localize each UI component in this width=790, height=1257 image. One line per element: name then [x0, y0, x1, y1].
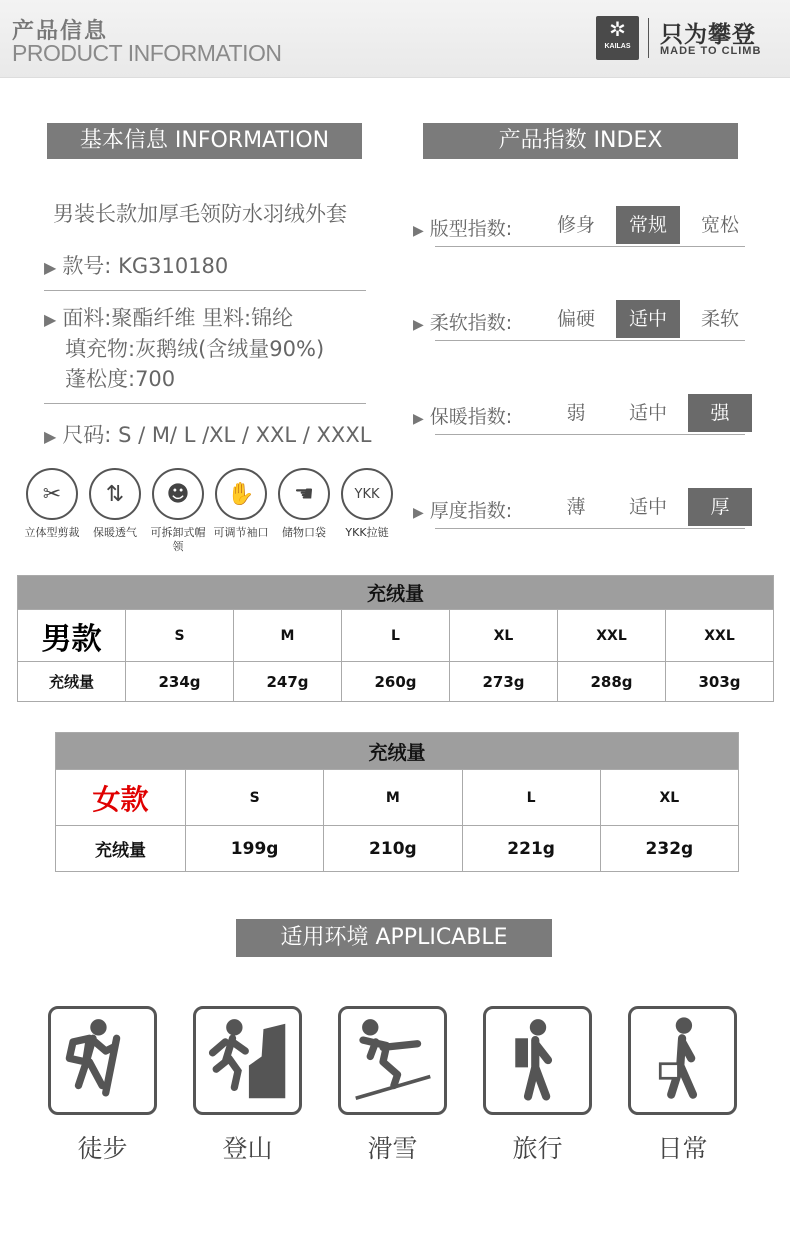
model-row — [44, 250, 228, 280]
fill-power-text: 蓬松度:700 — [65, 367, 176, 391]
women-row-label: 充绒量 — [56, 826, 186, 872]
index-option: 修身 — [556, 214, 595, 236]
index-section-bar: 产品指数 INDEX — [423, 123, 738, 159]
index-label — [413, 308, 512, 335]
climbing-icon — [193, 1006, 302, 1115]
fill-value: 232g — [600, 826, 738, 872]
index-option: 柔软 — [700, 308, 739, 330]
men-gender-label: 男款 — [18, 610, 126, 662]
index-row — [413, 300, 758, 342]
activity-item — [338, 1006, 447, 1165]
size-row — [44, 419, 371, 449]
arrow-icon: ▶ — [44, 258, 57, 277]
feature-label: 储物口袋 — [282, 526, 326, 539]
feature-label: YKK拉链 — [345, 526, 389, 539]
index-option-selected: 适中 — [616, 300, 680, 338]
divider — [44, 290, 366, 291]
index-option: 适中 — [628, 496, 667, 518]
men-table-title: 充绒量 — [18, 576, 774, 610]
arrow-icon: ▶ — [413, 223, 424, 239]
activity-item — [193, 1006, 302, 1165]
slogan-cn: 只为攀登 — [660, 22, 756, 48]
skiing-icon — [338, 1006, 447, 1115]
size-header: L — [342, 610, 450, 662]
detachable-hood-icon: ☻ — [152, 468, 204, 520]
index-row — [413, 206, 758, 248]
feature-label: 可调节袖口 — [213, 526, 269, 539]
filling-text: 填充物:灰鹅绒(含绒量90%) — [65, 337, 325, 361]
index-option-selected: 常规 — [616, 206, 680, 244]
fabric-row — [44, 302, 293, 332]
feature-item — [85, 468, 145, 540]
arrow-icon: ▶ — [413, 505, 424, 521]
women-table-title: 充绒量 — [56, 733, 739, 770]
activity-label: 旅行 — [512, 1134, 563, 1163]
size-header: XL — [450, 610, 558, 662]
feature-label: 可拆卸式帽领 — [150, 526, 206, 553]
fill-value: 199g — [186, 826, 324, 872]
size-header: L — [462, 770, 600, 826]
logo-divider — [648, 18, 649, 58]
size-header: XXL — [666, 610, 774, 662]
fill-value: 288g — [558, 662, 666, 702]
header-title-en: PRODUCT INFORMATION — [12, 40, 282, 66]
index-option: 偏硬 — [556, 308, 595, 330]
slogan-en: MADE TO CLIMB — [660, 45, 762, 57]
women-gender-label: 女款 — [56, 770, 186, 826]
size-header: M — [234, 610, 342, 662]
activity-label: 滑雪 — [367, 1134, 418, 1163]
warm-breathable-icon: ⇅ — [89, 468, 141, 520]
fill-value: 260g — [342, 662, 450, 702]
activity-label: 登山 — [222, 1134, 273, 1163]
size-header: S — [126, 610, 234, 662]
activity-label: 徒步 — [77, 1134, 128, 1163]
index-label-text: 版型指数: — [429, 218, 513, 240]
index-label — [413, 402, 512, 429]
scissors-pattern-icon: ✂ — [26, 468, 78, 520]
index-option-selected: 强 — [688, 394, 752, 432]
index-underline — [435, 528, 745, 529]
fill-value: 247g — [234, 662, 342, 702]
arrow-icon: ▶ — [413, 411, 424, 427]
page-header — [0, 0, 790, 78]
feature-item — [148, 468, 208, 554]
daily-icon — [628, 1006, 737, 1115]
divider — [44, 403, 366, 404]
brand-name: KAILAS — [604, 43, 631, 50]
feature-label: 立体型剪裁 — [24, 526, 80, 539]
women-fill-table — [55, 732, 739, 872]
applicable-section-bar: 适用环境 APPLICABLE — [236, 919, 552, 957]
index-option: 宽松 — [700, 214, 739, 236]
index-option: 弱 — [566, 402, 586, 424]
index-label-text: 厚度指数: — [429, 500, 513, 522]
arrow-icon: ▶ — [413, 317, 424, 333]
feature-item — [211, 468, 271, 540]
index-underline — [435, 340, 745, 341]
index-label — [413, 214, 512, 241]
size-header: M — [324, 770, 462, 826]
fill-value: 210g — [324, 826, 462, 872]
activity-label: 日常 — [657, 1134, 708, 1163]
size-text: 尺码: S / M/ L /XL / XXL / XXXL — [62, 423, 372, 447]
storage-pocket-icon: ☚ — [278, 468, 330, 520]
activity-item — [483, 1006, 592, 1165]
activity-icons — [48, 1006, 748, 1176]
feature-item — [337, 468, 397, 540]
hiking-icon — [48, 1006, 157, 1115]
fill-value: 234g — [126, 662, 234, 702]
feature-item — [274, 468, 334, 540]
index-underline — [435, 246, 745, 247]
index-row — [413, 488, 758, 530]
fill-value: 221g — [462, 826, 600, 872]
adjustable-cuff-icon: ✋ — [215, 468, 267, 520]
index-label — [413, 496, 512, 523]
men-fill-table — [17, 575, 774, 702]
header-title-cn: 产品信息 — [12, 19, 109, 44]
arrow-icon: ▶ — [44, 310, 57, 329]
travel-icon — [483, 1006, 592, 1115]
men-row-label: 充绒量 — [18, 662, 126, 702]
feature-icons — [22, 468, 392, 558]
size-header: S — [186, 770, 324, 826]
brand-logo — [596, 16, 639, 60]
fill-value: 273g — [450, 662, 558, 702]
sun-icon: ✲ — [609, 17, 626, 41]
feature-label: 保暖透气 — [93, 526, 137, 539]
index-option: 薄 — [566, 496, 586, 518]
index-label-text: 柔软指数: — [429, 312, 513, 334]
arrow-icon: ▶ — [44, 427, 57, 446]
fill-value: 303g — [666, 662, 774, 702]
index-label-text: 保暖指数: — [429, 406, 513, 428]
size-header: XXL — [558, 610, 666, 662]
activity-item — [48, 1006, 157, 1165]
index-underline — [435, 434, 745, 435]
fabric-text: 面料:聚酯纤维 里料:锦纶 — [62, 306, 294, 330]
ykk-zipper-icon: YKK — [341, 468, 393, 520]
index-row — [413, 394, 758, 436]
feature-item — [22, 468, 82, 540]
activity-item — [628, 1006, 737, 1165]
index-option-selected: 厚 — [688, 488, 752, 526]
product-name: 男装长款加厚毛领防水羽绒外套 — [53, 202, 347, 226]
index-option: 适中 — [628, 402, 667, 424]
size-header: XL — [600, 770, 738, 826]
info-section-bar: 基本信息 INFORMATION — [47, 123, 362, 159]
index-list — [413, 206, 758, 546]
model-text: 款号: KG310180 — [62, 254, 229, 278]
